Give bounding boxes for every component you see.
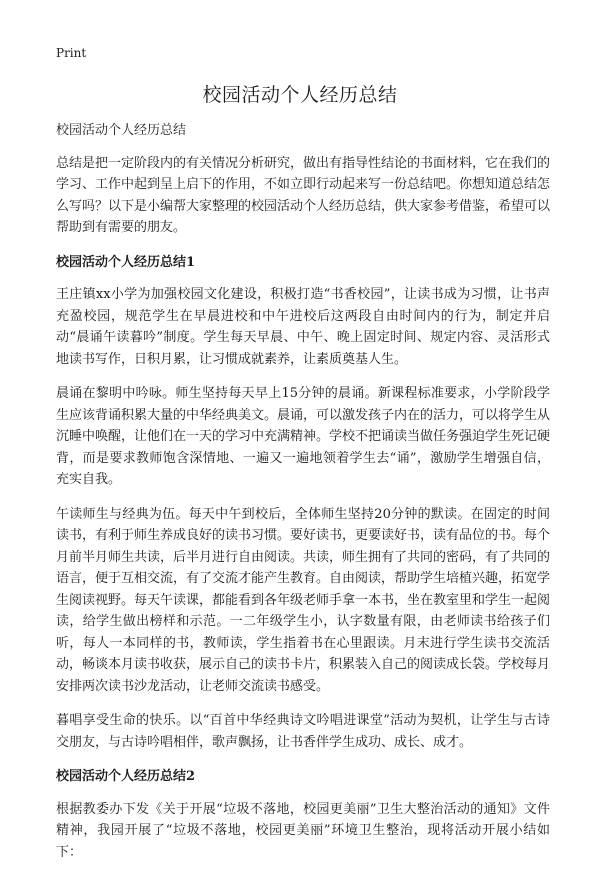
section-heading-2: 校园活动个人经历总结2 bbox=[56, 769, 196, 784]
section-1-paragraph-2: 晨诵在黎明中吟咏。师生坚持每天早上15分钟的晨诵。新课程标准要求，小学阶段学生应该背诵积累大量的中华经典美文。晨诵，可以激发孩子内在的活力，可以将学生从沉睡中唤醒，让他们在一天的学习中充满精神。学校不把诵读当做任务强迫学生死记硬背，而是要求教师饱含深情地、一遍又一遍地领着学生去“诵”，激励学生增强自信，充实自我。 bbox=[56, 386, 551, 487]
article-subtitle: 校园活动个人经历总结 bbox=[56, 123, 187, 138]
section-1-paragraph-3: 午读师生与经典为伍。每天中午到校后，全体师生坚持20分钟的默读。在固定的时间读书，有利于师生养成良好的读书习惯。要好读书，更要读好书，读有品位的书。每个月前半月师生共读，后半月进行自由阅读。共读，师生拥有了共同的密码，有了共同的语言，便于互相交流，有了交流才能产生教育。自由阅读，帮助学生培植兴趣，拓宽学生阅读视野。每天午读课，都能看到各年级老师手拿一本书，坐在教室里和学生一起阅读，给学生做出榜样和示范。一二年级学生小，认字数量有限，由老师读书给孩子们听，每人一本同样的书，教师读，学生指着书在心里跟读。月末进行学生读书交流活动，畅谈本月读书收获，展示自己的读书卡片，积累装入自己的阅读成长袋。学校每月安排两次读书沙龙活动，让老师交流读书感受。 bbox=[56, 506, 551, 694]
section-1-paragraph-4: 暮唱享受生命的快乐。以“百首中华经典诗文吟唱进课堂”活动为契机，让学生与古诗交朋友，与古诗吟唱相伴，歌声飘扬，让书香伴学生成功、成长、成才。 bbox=[56, 713, 550, 750]
section-heading-1: 校园活动个人经历总结1 bbox=[56, 254, 196, 270]
page-title: 校园活动个人经历总结 bbox=[202, 84, 398, 106]
article-body bbox=[56, 120, 550, 876]
intro-paragraph: 总结是把一定阶段内的有关情况分析研究，做出有指导性结论的书面材料，它在我们的学习、工作中起到呈上启下的作用，不如立即行动起来写一份总结吧。你想知道总结怎么写吗？以下是小编帮大家整理的校园活动个人经历总结，供大家参考借鉴，希望可以帮助到有需要的朋友。 bbox=[56, 155, 551, 235]
section-2-paragraph-1: 根据教委办下发《关于开展“垃圾不落地，校园更美丽”卫生大整治活动的通知》文件精神，我园开展了“垃圾不落地，校园更美丽”环境卫生整治，现将活动开展小结如下： bbox=[56, 801, 550, 860]
print-link[interactable]: Print bbox=[56, 46, 87, 60]
section-1-paragraph-1: 王庄镇xx小学为加强校园文化建设，积极打造“书香校园”，让读书成为习惯，让书声充盈校园，规范学生在早晨进校和中午进校后这两段自由时间内的行为，制定并启动“晨诵午读暮吟”制度。学生每天早晨、中午、晚上固定时间、规定内容、灵活形式地读书写作，日积月累，让习惯成就素养，让素质奠基人生。 bbox=[56, 287, 550, 367]
